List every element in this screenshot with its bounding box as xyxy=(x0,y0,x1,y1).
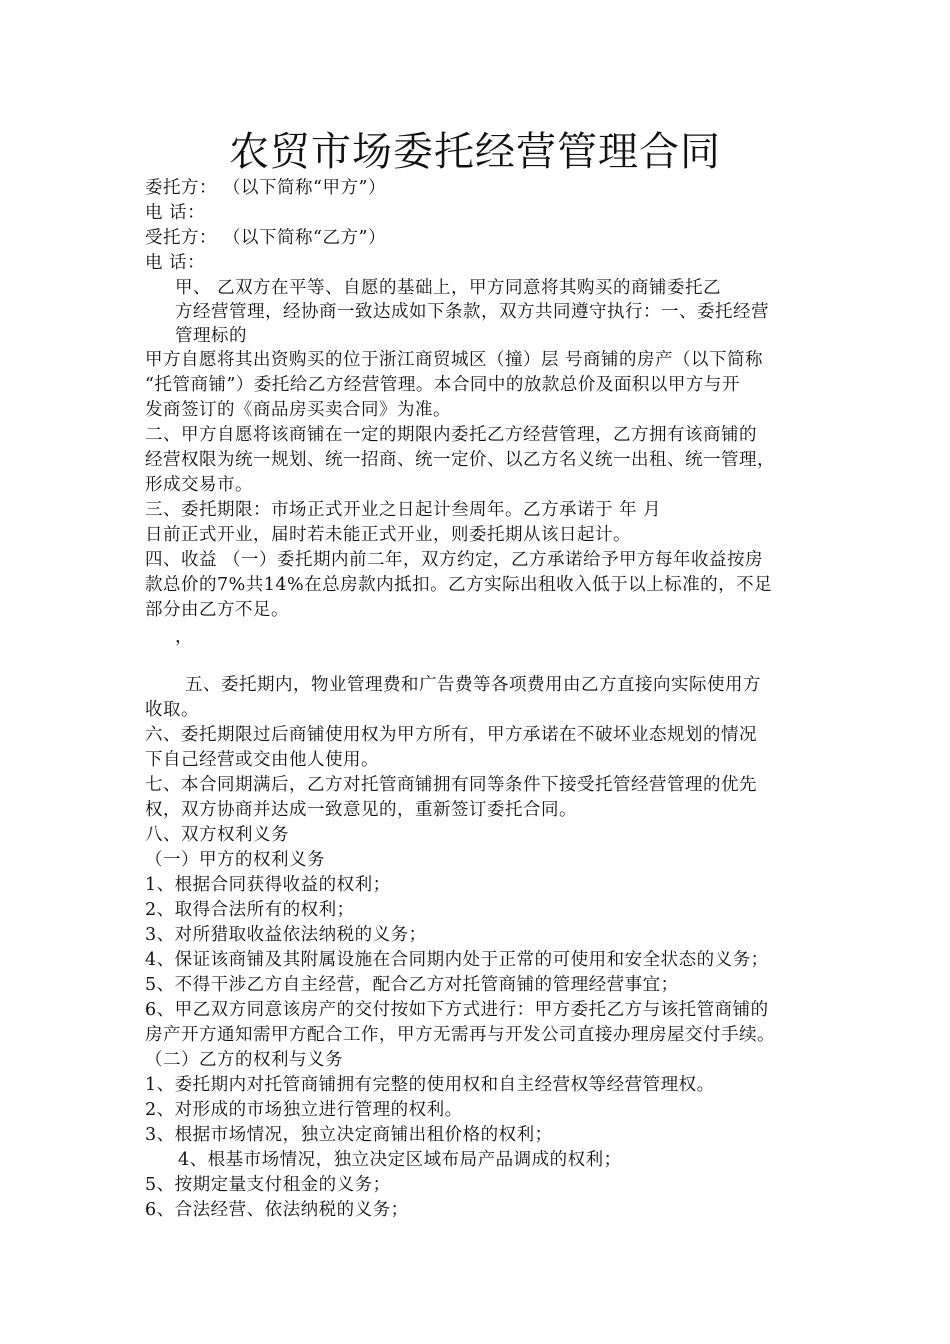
text-line: 六、委托期限过后商铺使用权为甲方所有，甲方承诺在不破坏业态规划的情况 xyxy=(145,725,757,745)
list-item: 4、保证该商铺及其附属设施在合同期内处于正常的可使用和安全状态的义务； xyxy=(145,950,769,970)
section-heading: 八、双方权利义务 xyxy=(145,825,289,845)
text-line: 电 话： xyxy=(145,203,206,223)
list-item: 6、甲乙双方同意该房产的交付按如下方式进行：甲方委托乙方与该托管商铺的 xyxy=(145,1000,769,1020)
text-line: 五、委托期内，物业管理费和广告费等各项费用由乙方直接向实际使用方 xyxy=(185,675,761,695)
list-item: 2、对形成的市场独立进行管理的权利。 xyxy=(145,1100,463,1120)
list-item: 1、根据合同获得收益的权利； xyxy=(145,875,391,895)
text-line: ， xyxy=(175,627,193,647)
list-item: 4、根基市场情况，独立决定区域布局产品调成的权利； xyxy=(178,1150,622,1170)
text-line: 形成交易市。 xyxy=(145,475,253,495)
text-line: 日前正式开业，届时若未能正式开业，则委托期从该日起计。 xyxy=(145,525,631,545)
text-line: 三、委托期限：市场正式开业之日起计叁周年。乙方承诺于 年 月 xyxy=(145,500,662,520)
list-item: 3、根据市场情况，独立决定商铺出租价格的权利； xyxy=(145,1125,553,1145)
subsection-heading: （二）乙方的权利与义务 xyxy=(145,1050,343,1070)
text-line: 下自己经营或交由他人使用。 xyxy=(145,750,379,770)
list-item: 5、不得干涉乙方自主经营，配合乙方对托管商铺的管理经营事宜； xyxy=(145,975,679,995)
text-line: 款总价的7%共14%在总房款内抵扣。乙方实际出租收入低于以上标准的，不足 xyxy=(145,575,773,595)
text-line: 四、收益 （一）委托期内前二年，双方约定，乙方承诺给予甲方每年收益按房 xyxy=(145,550,764,570)
document-title: 农贸市场委托经营管理合同 xyxy=(229,129,721,175)
list-item: 1、委托期内对托管商铺拥有完整的使用权和自主经营权等经营管理权。 xyxy=(145,1075,715,1095)
text-line: 甲、 乙双方在平等、自愿的基础上，甲方同意将其购买的商铺委托乙 xyxy=(175,278,722,298)
list-item: 3、对所猎取收益依法纳税的义务； xyxy=(145,925,427,945)
list-item: 2、取得合法所有的权利； xyxy=(145,900,355,920)
text-line: 电 话： xyxy=(145,253,206,273)
list-item: 5、按期定量支付租金的义务； xyxy=(145,1175,391,1195)
text-line: 部分由乙方不足。 xyxy=(145,600,289,620)
text-line: 发商签订的《商品房买卖合同》为准。 xyxy=(145,400,451,420)
list-item: 6、合法经营、依法纳税的义务； xyxy=(145,1200,409,1220)
text-line: 二、甲方自愿将该商铺在一定的期限内委托乙方经营管理，乙方拥有该商铺的 xyxy=(145,425,757,445)
text-line: 七、本合同期满后，乙方对托管商铺拥有同等条件下接受托管经营管理的优先 xyxy=(145,775,757,795)
text-line: 收取。 xyxy=(145,700,199,720)
text-line: “托管商铺”）委托给乙方经营管理。本合同中的放款总价及面积以甲方与开 xyxy=(145,375,740,395)
text-line: 委托方： （以下简称“甲方”） xyxy=(145,178,386,198)
text-line: 经营权限为统一规划、统一招商、统一定价、以乙方名义统一出租、统一管理， xyxy=(145,450,775,470)
text-line: 受托方： （以下简称“乙方”） xyxy=(145,228,386,248)
text-line: 权，双方协商并达成一致意见的，重新签订委托合同。 xyxy=(145,800,577,820)
text-line: 管理标的 xyxy=(175,326,247,346)
text-line: 甲方自愿将其出资购买的位于浙江商贸城区（撞）层 号商铺的房产（以下简称 xyxy=(145,350,764,370)
text-line: 方经营管理，经协商一致达成如下条款，双方共同遵守执行：一、委托经营 xyxy=(175,302,769,322)
list-item: 房产开方通知需甲方配合工作，甲方无需再与开发公司直接办理房屋交付手续。 xyxy=(145,1025,775,1045)
subsection-heading: （一）甲方的权利义务 xyxy=(145,850,325,870)
